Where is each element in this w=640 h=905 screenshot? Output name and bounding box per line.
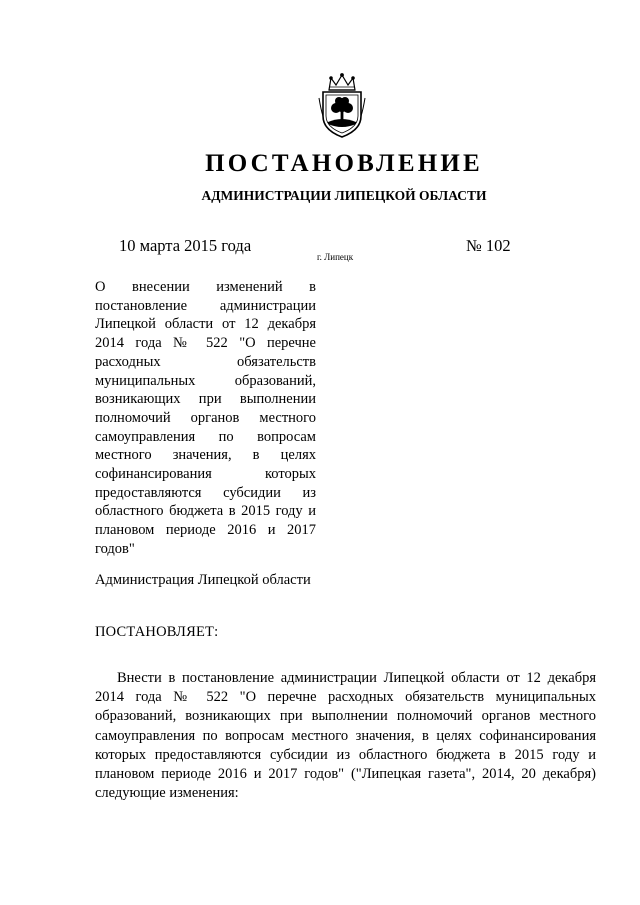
coat-of-arms-icon xyxy=(315,70,369,140)
document-date: 10 марта 2015 года xyxy=(119,236,252,255)
document-number: № 102 xyxy=(466,236,511,255)
body-paragraph: Внести в постановление администрации Липецкой области от 12 декабря 2014 года № 522 "О перечне расходных обязательств муниципальных образований, возникающих при выполнении полномочий органов местного самоуправления по вопросам местного значения, в целях софинансирования которых предоставляются субсидии из областного бюджета в 2015 году и плановом периоде 2016 и 2017 годов" ("Липецкая газета", 2014, 20 декабря) следующие изменения: xyxy=(95,670,596,802)
document-title: ПОСТАНОВЛЕНИЕ xyxy=(205,150,483,177)
document-city: г. Липецк xyxy=(317,252,354,262)
resolves-line: ПОСТАНОВЛЯЕТ: xyxy=(95,624,219,640)
issuing-authority: АДМИНИСТРАЦИИ ЛИПЕЦКОЙ ОБЛАСТИ xyxy=(201,188,487,203)
administration-line: Администрация Липецкой области xyxy=(95,572,311,588)
document-subject: О внесении изменений в постановление администрации Липецкой области от 12 декабря 2014 года № 522 "О перечне расходных обязательств муниципальных образований, возникающих при выполнении полномочий органов местного самоуправления по вопросам местного значения, в целях софинансирования которых предоставляются субсидии из областного бюджета в 2015 году и плановом периоде 2016 и 2017 годов" xyxy=(95,279,316,557)
